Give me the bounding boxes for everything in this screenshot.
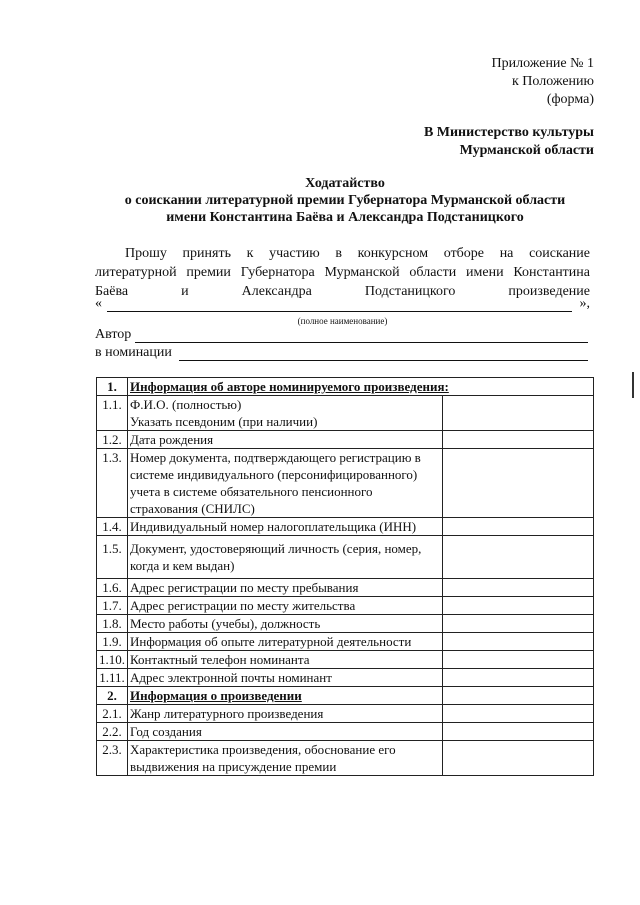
row-label-line-1: Ф.И.О. (полностью) bbox=[130, 397, 242, 412]
quote-close: », bbox=[579, 296, 590, 311]
table-row bbox=[97, 597, 594, 615]
document-title bbox=[95, 175, 595, 226]
row-value-cell[interactable] bbox=[443, 597, 594, 615]
row-value-cell[interactable] bbox=[443, 651, 594, 669]
row-value-cell[interactable] bbox=[443, 396, 594, 431]
row-label: Номер документа, подтверждающего регистрацию в системе индивидуального (персонифицированного) учета в системе обязательного пенсионного страхования (СНИЛС) bbox=[128, 449, 443, 518]
table-row bbox=[97, 669, 594, 687]
intro-line-2: литературной премии Губернатора Мурманской области имени Константина bbox=[95, 265, 590, 280]
row-label: Индивидуальный номер налогоплательщика (ИНН) bbox=[128, 518, 443, 536]
table-row bbox=[97, 536, 594, 579]
title-line-3: имени Константина Баёва и Александра Подстаницкого bbox=[166, 210, 524, 225]
row-number: 1.10. bbox=[97, 651, 128, 669]
row-number: 2.2. bbox=[97, 723, 128, 741]
row-number: 1.11. bbox=[97, 669, 128, 687]
row-number: 2.1. bbox=[97, 705, 128, 723]
nomination-field[interactable] bbox=[95, 345, 588, 363]
section-2-number: 2. bbox=[97, 687, 128, 705]
row-value-cell[interactable] bbox=[443, 741, 594, 776]
row-number: 2.3. bbox=[97, 741, 128, 776]
table-row bbox=[97, 633, 594, 651]
table-row bbox=[97, 579, 594, 597]
author-underline bbox=[135, 342, 588, 343]
row-value-cell[interactable] bbox=[443, 633, 594, 651]
table-row bbox=[97, 723, 594, 741]
title-line-1: Ходатайство bbox=[305, 176, 385, 191]
nomination-underline bbox=[179, 360, 588, 361]
row-label: Адрес регистрации по месту жительства bbox=[128, 597, 443, 615]
row-label: Год создания bbox=[128, 723, 443, 741]
table-row bbox=[97, 431, 594, 449]
row-value-cell[interactable] bbox=[443, 615, 594, 633]
row-number: 1.6. bbox=[97, 579, 128, 597]
row-value-cell[interactable] bbox=[443, 518, 594, 536]
row-value-cell[interactable] bbox=[443, 449, 594, 518]
work-title-hint: (полное наименование) bbox=[297, 316, 388, 326]
section-1-title: Информация об авторе номинируемого произведения: bbox=[128, 378, 594, 396]
nominee-info-table bbox=[96, 377, 594, 776]
table-row bbox=[97, 651, 594, 669]
row-label: Документ, удостоверяющий личность (серия, номер, когда и кем выдан) bbox=[128, 536, 443, 579]
section-1-number: 1. bbox=[97, 378, 128, 396]
section-1-row bbox=[97, 378, 594, 396]
table-row bbox=[97, 449, 594, 518]
row-number: 1.1. bbox=[97, 396, 128, 431]
table-row bbox=[97, 615, 594, 633]
author-label: Автор bbox=[95, 327, 132, 342]
row-value-cell[interactable] bbox=[443, 723, 594, 741]
appendix-line-1: Приложение № 1 bbox=[491, 56, 594, 71]
intro-line-3: Баёва и Александра Подстаницкого произведение bbox=[95, 284, 590, 299]
recipient-line-1: В Министерство культуры bbox=[423, 125, 594, 140]
appendix-line-2: к Положению bbox=[511, 74, 594, 89]
row-label: Характеристика произведения, обоснование его выдвижения на присуждение премии bbox=[128, 741, 443, 776]
table-row bbox=[97, 741, 594, 776]
row-label: Контактный телефон номинанта bbox=[128, 651, 443, 669]
work-title-field[interactable] bbox=[95, 296, 590, 314]
row-number: 1.7. bbox=[97, 597, 128, 615]
row-label: Информация об опыте литературной деятельности bbox=[128, 633, 443, 651]
table-row bbox=[97, 518, 594, 536]
row-label: Адрес электронной почты номинант bbox=[128, 669, 443, 687]
row-number: 1.5. bbox=[97, 536, 128, 579]
section-2-value-cell bbox=[443, 687, 594, 705]
row-value-cell[interactable] bbox=[443, 705, 594, 723]
row-number: 1.2. bbox=[97, 431, 128, 449]
row-number: 1.4. bbox=[97, 518, 128, 536]
work-title-underline bbox=[107, 311, 572, 312]
row-label: Место работы (учебы), должность bbox=[128, 615, 443, 633]
intro-paragraph bbox=[95, 244, 590, 301]
row-value-cell[interactable] bbox=[443, 431, 594, 449]
table-row bbox=[97, 396, 594, 431]
row-value-cell[interactable] bbox=[443, 536, 594, 579]
row-label: Жанр литературного произведения bbox=[128, 705, 443, 723]
row-number: 1.9. bbox=[97, 633, 128, 651]
title-line-2: о соискании литературной премии Губернатора Мурманской области bbox=[124, 193, 566, 208]
section-2-title: Информация о произведении bbox=[128, 687, 443, 705]
recipient-line-2: Мурманской области bbox=[459, 143, 594, 158]
nomination-label: в номинации bbox=[95, 345, 172, 360]
row-number: 1.3. bbox=[97, 449, 128, 518]
intro-line-1: Прошу принять к участию в конкурсном отборе на соискание bbox=[125, 246, 590, 261]
table-row bbox=[97, 705, 594, 723]
row-label: Адрес регистрации по месту пребывания bbox=[128, 579, 443, 597]
scan-margin-mark bbox=[632, 372, 634, 398]
row-value-cell[interactable] bbox=[443, 669, 594, 687]
recipient-block bbox=[424, 124, 594, 160]
row-value-cell[interactable] bbox=[443, 579, 594, 597]
author-field[interactable] bbox=[95, 327, 588, 345]
quote-open: « bbox=[95, 296, 102, 311]
row-label: Дата рождения bbox=[128, 431, 443, 449]
row-label bbox=[128, 396, 443, 431]
section-2-row bbox=[97, 687, 594, 705]
row-number: 1.8. bbox=[97, 615, 128, 633]
appendix-line-3: (форма) bbox=[546, 92, 594, 107]
appendix-header bbox=[492, 55, 595, 109]
row-label-line-2: Указать псевдоним (при наличии) bbox=[130, 414, 318, 429]
